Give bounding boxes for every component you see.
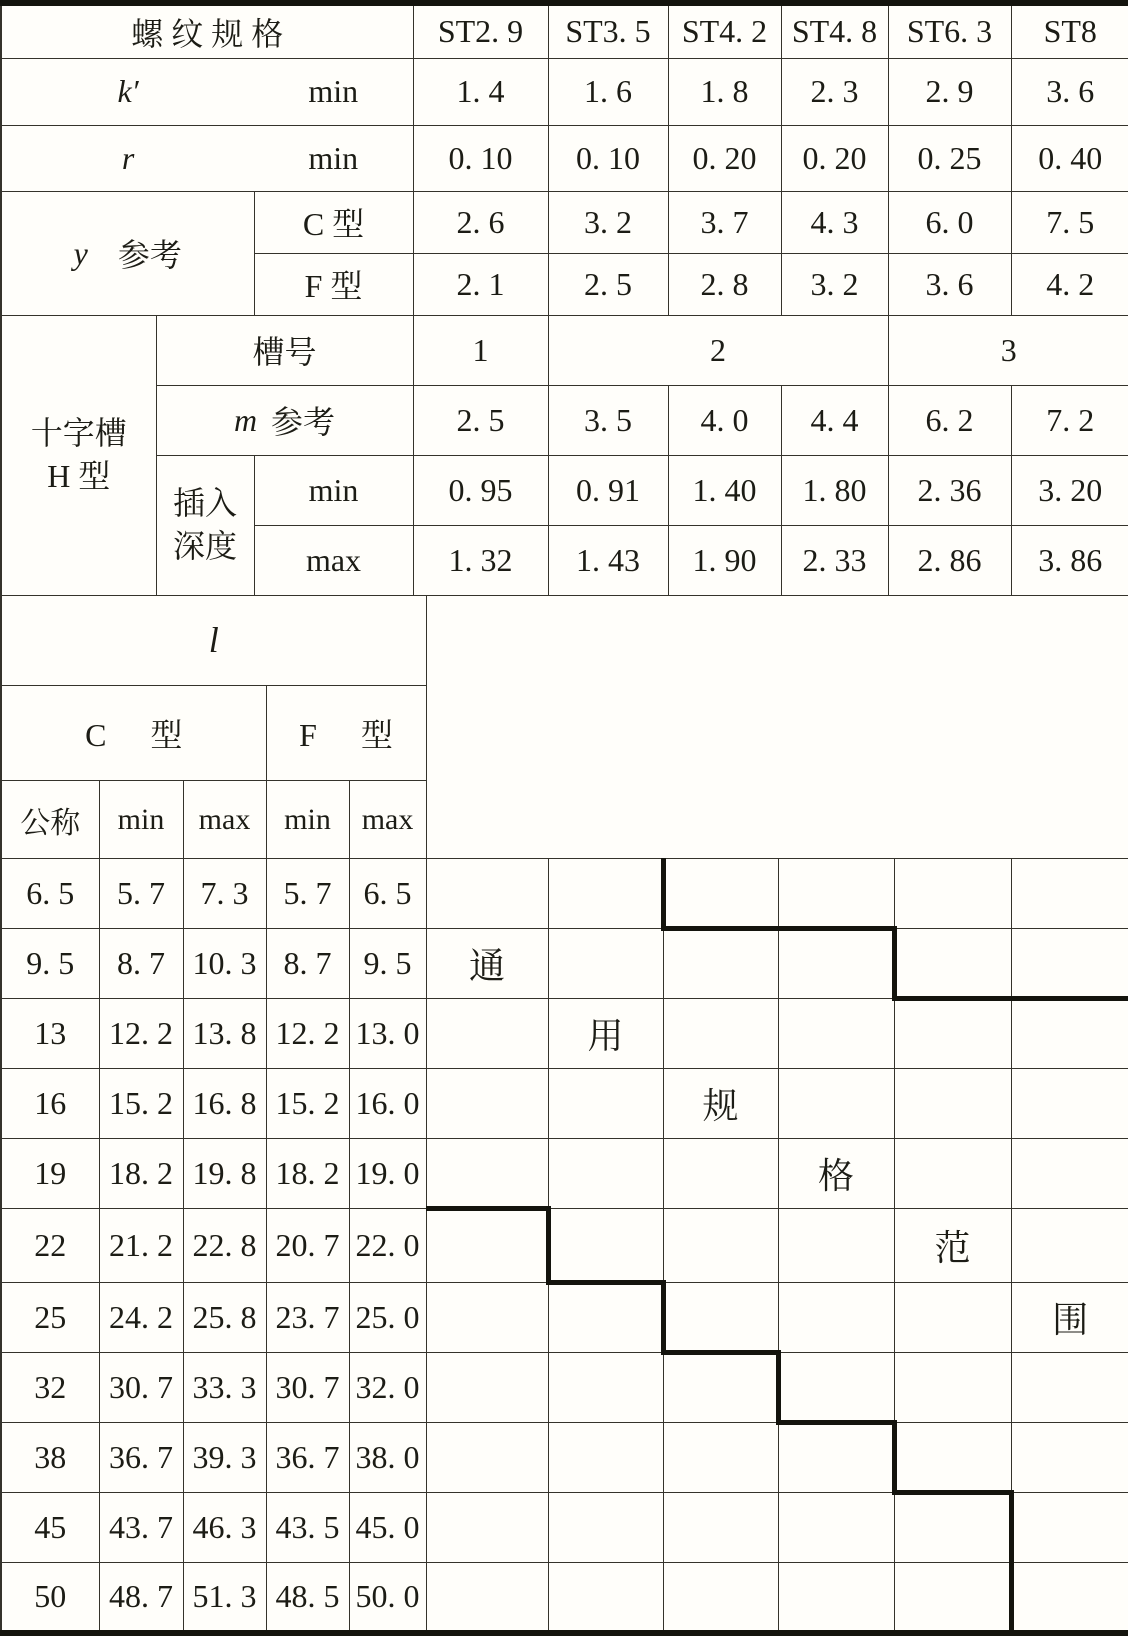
range-cell bbox=[663, 1353, 778, 1423]
table-row bbox=[1, 859, 1128, 929]
table-row bbox=[1, 999, 1128, 1069]
value-cell: 1. 43 bbox=[548, 525, 668, 595]
value-cell: 22. 8 bbox=[183, 1209, 266, 1283]
range-cell bbox=[894, 1139, 1011, 1209]
col-header-st6-3: ST6. 3 bbox=[888, 3, 1011, 58]
range-cell bbox=[426, 1353, 548, 1423]
value-cell: 13. 8 bbox=[183, 999, 266, 1069]
value-cell: 0. 95 bbox=[413, 455, 548, 525]
l-section-label bbox=[1, 596, 426, 686]
slot-number-label: 槽号 bbox=[156, 315, 413, 385]
value-cell: 30. 7 bbox=[99, 1353, 183, 1423]
value-cell: 8. 7 bbox=[266, 929, 349, 999]
range-cell bbox=[663, 1493, 778, 1563]
value-cell: 36. 7 bbox=[99, 1423, 183, 1493]
insert-depth-min-label: min bbox=[254, 455, 413, 525]
value-cell: 2. 8 bbox=[668, 253, 781, 315]
range-cell bbox=[548, 1563, 663, 1633]
slot-number-value: 2 bbox=[548, 315, 888, 385]
range-note-char: 规 bbox=[663, 1069, 778, 1139]
value-cell: 6. 0 bbox=[888, 191, 1011, 253]
y-f-type-label: F 型 bbox=[254, 253, 413, 315]
f-type-header: F 型 bbox=[266, 686, 426, 781]
value-cell: 32. 0 bbox=[349, 1353, 426, 1423]
value-cell: 12. 2 bbox=[266, 999, 349, 1069]
range-cell bbox=[548, 1139, 663, 1209]
range-cell bbox=[548, 1423, 663, 1493]
y-label-text: 参考 bbox=[117, 237, 182, 273]
table-row bbox=[1, 1423, 1128, 1493]
col-header-st4-8: ST4. 8 bbox=[781, 3, 888, 58]
r-qualifier: min bbox=[308, 139, 359, 176]
range-cell bbox=[778, 1283, 894, 1353]
range-cell bbox=[1011, 1209, 1128, 1283]
range-note-char: 范 bbox=[894, 1209, 1011, 1283]
value-cell: 3. 86 bbox=[1011, 525, 1128, 595]
range-cell bbox=[778, 999, 894, 1069]
range-cell bbox=[1011, 1423, 1128, 1493]
range-cell bbox=[548, 1353, 663, 1423]
value-cell: 15. 2 bbox=[266, 1069, 349, 1139]
range-step-cell bbox=[426, 1139, 548, 1209]
value-cell: 0. 40 bbox=[1011, 125, 1128, 191]
value-cell: 18. 2 bbox=[99, 1139, 183, 1209]
f-max-header: max bbox=[349, 781, 426, 859]
value-cell: 2. 5 bbox=[548, 253, 668, 315]
value-cell: 25. 0 bbox=[349, 1283, 426, 1353]
range-cell bbox=[894, 999, 1011, 1069]
value-cell: 19. 0 bbox=[349, 1139, 426, 1209]
table-row bbox=[1, 1283, 1128, 1353]
value-cell: 0. 25 bbox=[888, 125, 1011, 191]
value-cell: 3. 2 bbox=[548, 191, 668, 253]
value-cell: 6. 5 bbox=[349, 859, 426, 929]
c-max-header: max bbox=[183, 781, 266, 859]
range-cell bbox=[548, 1283, 663, 1353]
range-cell bbox=[894, 1493, 1011, 1563]
nominal-cell: 6. 5 bbox=[1, 859, 99, 929]
range-step-cell bbox=[1011, 1493, 1128, 1563]
range-cell bbox=[778, 1563, 894, 1633]
range-step-cell bbox=[1011, 929, 1128, 999]
value-cell: 3. 6 bbox=[888, 253, 1011, 315]
slot-number-value: 1 bbox=[413, 315, 548, 385]
table-row bbox=[1, 1353, 1128, 1423]
nominal-cell: 32 bbox=[1, 1353, 99, 1423]
range-cell bbox=[1011, 1353, 1128, 1423]
nominal-cell: 45 bbox=[1, 1493, 99, 1563]
k-qualifier: min bbox=[308, 73, 359, 109]
range-cell bbox=[426, 859, 548, 929]
r-row-label bbox=[1, 125, 413, 191]
range-cell bbox=[894, 1283, 1011, 1353]
empty-region bbox=[426, 596, 1128, 859]
range-cell bbox=[894, 1069, 1011, 1139]
value-cell: 5. 7 bbox=[99, 859, 183, 929]
range-cell bbox=[1011, 1139, 1128, 1209]
nominal-cell: 9. 5 bbox=[1, 929, 99, 999]
value-cell: 50. 0 bbox=[349, 1563, 426, 1633]
range-cell bbox=[426, 1069, 548, 1139]
value-cell: 51. 3 bbox=[183, 1563, 266, 1633]
y-section-label bbox=[1, 191, 254, 315]
value-cell: 2. 36 bbox=[888, 455, 1011, 525]
y-symbol: y bbox=[73, 234, 88, 271]
cross-recess-label-line2: H 型 bbox=[47, 458, 111, 494]
range-cell bbox=[663, 1563, 778, 1633]
slot-number-value: 3 bbox=[888, 315, 1128, 385]
value-cell: 3. 7 bbox=[668, 191, 781, 253]
range-cell bbox=[426, 1423, 548, 1493]
value-cell: 1. 4 bbox=[413, 58, 548, 125]
value-cell: 0. 20 bbox=[781, 125, 888, 191]
value-cell: 0. 91 bbox=[548, 455, 668, 525]
range-cell bbox=[663, 1423, 778, 1493]
value-cell: 36. 7 bbox=[266, 1423, 349, 1493]
value-cell: 48. 7 bbox=[99, 1563, 183, 1633]
value-cell: 1. 80 bbox=[781, 455, 888, 525]
range-step-cell bbox=[894, 929, 1011, 999]
range-cell bbox=[663, 1139, 778, 1209]
range-cell bbox=[778, 1493, 894, 1563]
nominal-header: 公称 bbox=[1, 781, 99, 859]
value-cell: 18. 2 bbox=[266, 1139, 349, 1209]
value-cell: 1. 32 bbox=[413, 525, 548, 595]
range-cell bbox=[1011, 1069, 1128, 1139]
nominal-cell: 16 bbox=[1, 1069, 99, 1139]
insert-depth-label-line1: 插入 bbox=[172, 484, 237, 521]
value-cell: 4. 2 bbox=[1011, 253, 1128, 315]
range-step-cell bbox=[548, 1209, 663, 1283]
range-step-cell bbox=[1011, 1563, 1128, 1633]
value-cell: 33. 3 bbox=[183, 1353, 266, 1423]
range-step-cell bbox=[663, 1283, 778, 1353]
value-cell: 6. 2 bbox=[888, 385, 1011, 455]
value-cell: 39. 3 bbox=[183, 1423, 266, 1493]
insert-depth-max-label: max bbox=[254, 525, 413, 595]
range-cell bbox=[426, 1563, 548, 1633]
range-note-char: 用 bbox=[548, 999, 663, 1069]
value-cell: 3. 2 bbox=[781, 253, 888, 315]
nominal-cell: 25 bbox=[1, 1283, 99, 1353]
cross-recess-label-line1: 十字槽 bbox=[30, 414, 127, 451]
value-cell: 7. 5 bbox=[1011, 191, 1128, 253]
range-step-cell bbox=[778, 1353, 894, 1423]
value-cell: 24. 2 bbox=[99, 1283, 183, 1353]
value-cell: 0. 10 bbox=[413, 125, 548, 191]
spec-row-label: 螺 纹 规 格 bbox=[1, 3, 413, 58]
nominal-cell: 13 bbox=[1, 999, 99, 1069]
range-note-char: 围 bbox=[1011, 1283, 1128, 1353]
value-cell: 10. 3 bbox=[183, 929, 266, 999]
value-cell: 2. 33 bbox=[781, 525, 888, 595]
value-cell: 2. 5 bbox=[413, 385, 548, 455]
value-cell: 4. 3 bbox=[781, 191, 888, 253]
value-cell: 30. 7 bbox=[266, 1353, 349, 1423]
value-cell: 16. 8 bbox=[183, 1069, 266, 1139]
nominal-cell: 50 bbox=[1, 1563, 99, 1633]
value-cell: 8. 7 bbox=[99, 929, 183, 999]
range-cell bbox=[778, 1423, 894, 1493]
range-cell bbox=[1011, 999, 1128, 1069]
value-cell: 1. 90 bbox=[668, 525, 781, 595]
k-row-label bbox=[1, 58, 413, 125]
table-row bbox=[1, 1069, 1128, 1139]
range-cell bbox=[778, 1209, 894, 1283]
range-step-cell bbox=[894, 1423, 1011, 1493]
table-row bbox=[1, 1563, 1128, 1633]
value-cell: 4. 0 bbox=[668, 385, 781, 455]
m-symbol: m bbox=[233, 401, 258, 438]
range-note-char: 通 bbox=[426, 929, 548, 999]
table-row bbox=[1, 1493, 1128, 1563]
range-cell bbox=[426, 1283, 548, 1353]
value-cell: 12. 2 bbox=[99, 999, 183, 1069]
range-cell bbox=[894, 1353, 1011, 1423]
range-cell bbox=[663, 999, 778, 1069]
range-cell bbox=[663, 929, 778, 999]
nominal-cell: 19 bbox=[1, 1139, 99, 1209]
col-header-st8: ST8 bbox=[1011, 3, 1128, 58]
m-row-label bbox=[156, 385, 413, 455]
value-cell: 2. 6 bbox=[413, 191, 548, 253]
l-symbol: l bbox=[208, 620, 219, 661]
value-cell: 2. 86 bbox=[888, 525, 1011, 595]
range-cell bbox=[894, 1563, 1011, 1633]
value-cell: 45. 0 bbox=[349, 1493, 426, 1563]
table-row bbox=[1, 1209, 1128, 1283]
value-cell: 16. 0 bbox=[349, 1069, 426, 1139]
value-cell: 22. 0 bbox=[349, 1209, 426, 1283]
value-cell: 43. 5 bbox=[266, 1493, 349, 1563]
range-cell bbox=[548, 859, 663, 929]
range-cell bbox=[778, 1069, 894, 1139]
r-symbol: r bbox=[121, 139, 135, 176]
length-table bbox=[0, 596, 1128, 1636]
m-label-text: 参考 bbox=[271, 404, 336, 440]
range-cell bbox=[426, 999, 548, 1069]
value-cell: 3. 6 bbox=[1011, 58, 1128, 125]
value-cell: 25. 8 bbox=[183, 1283, 266, 1353]
value-cell: 2. 1 bbox=[413, 253, 548, 315]
range-cell bbox=[548, 1493, 663, 1563]
value-cell: 7. 3 bbox=[183, 859, 266, 929]
k-symbol: k′ bbox=[117, 73, 139, 109]
value-cell: 3. 5 bbox=[548, 385, 668, 455]
value-cell: 7. 2 bbox=[1011, 385, 1128, 455]
table-row bbox=[1, 929, 1128, 999]
value-cell: 1. 6 bbox=[548, 58, 668, 125]
range-cell bbox=[894, 859, 1011, 929]
range-cell bbox=[548, 929, 663, 999]
col-header-st4-2: ST4. 2 bbox=[668, 3, 781, 58]
range-cell bbox=[778, 929, 894, 999]
range-cell bbox=[1011, 859, 1128, 929]
value-cell: 3. 20 bbox=[1011, 455, 1128, 525]
value-cell: 20. 7 bbox=[266, 1209, 349, 1283]
value-cell: 9. 5 bbox=[349, 929, 426, 999]
value-cell: 13. 0 bbox=[349, 999, 426, 1069]
c-type-header: C 型 bbox=[1, 686, 266, 781]
value-cell: 43. 7 bbox=[99, 1493, 183, 1563]
range-step-cell bbox=[663, 859, 778, 929]
cross-recess-section-label bbox=[1, 315, 156, 595]
value-cell: 1. 8 bbox=[668, 58, 781, 125]
value-cell: 19. 8 bbox=[183, 1139, 266, 1209]
c-min-header: min bbox=[99, 781, 183, 859]
value-cell: 48. 5 bbox=[266, 1563, 349, 1633]
col-header-st3-5: ST3. 5 bbox=[548, 3, 668, 58]
range-step-cell bbox=[778, 859, 894, 929]
range-note-char: 格 bbox=[778, 1139, 894, 1209]
upper-spec-table bbox=[0, 0, 1128, 596]
value-cell: 5. 7 bbox=[266, 859, 349, 929]
value-cell: 38. 0 bbox=[349, 1423, 426, 1493]
nominal-cell: 22 bbox=[1, 1209, 99, 1283]
range-cell bbox=[548, 1069, 663, 1139]
col-header-st2-9: ST2. 9 bbox=[413, 3, 548, 58]
value-cell: 0. 20 bbox=[668, 125, 781, 191]
value-cell: 2. 3 bbox=[781, 58, 888, 125]
insert-depth-label-line2: 深度 bbox=[172, 528, 237, 564]
value-cell: 1. 40 bbox=[668, 455, 781, 525]
value-cell: 0. 10 bbox=[548, 125, 668, 191]
value-cell: 15. 2 bbox=[99, 1069, 183, 1139]
range-cell bbox=[426, 1209, 548, 1283]
y-c-type-label: C 型 bbox=[254, 191, 413, 253]
range-cell bbox=[426, 1493, 548, 1563]
value-cell: 4. 4 bbox=[781, 385, 888, 455]
value-cell: 23. 7 bbox=[266, 1283, 349, 1353]
range-cell bbox=[663, 1209, 778, 1283]
value-cell: 46. 3 bbox=[183, 1493, 266, 1563]
insert-depth-label bbox=[156, 455, 254, 595]
f-min-header: min bbox=[266, 781, 349, 859]
value-cell: 2. 9 bbox=[888, 58, 1011, 125]
nominal-cell: 38 bbox=[1, 1423, 99, 1493]
table-row bbox=[1, 1139, 1128, 1209]
value-cell: 21. 2 bbox=[99, 1209, 183, 1283]
